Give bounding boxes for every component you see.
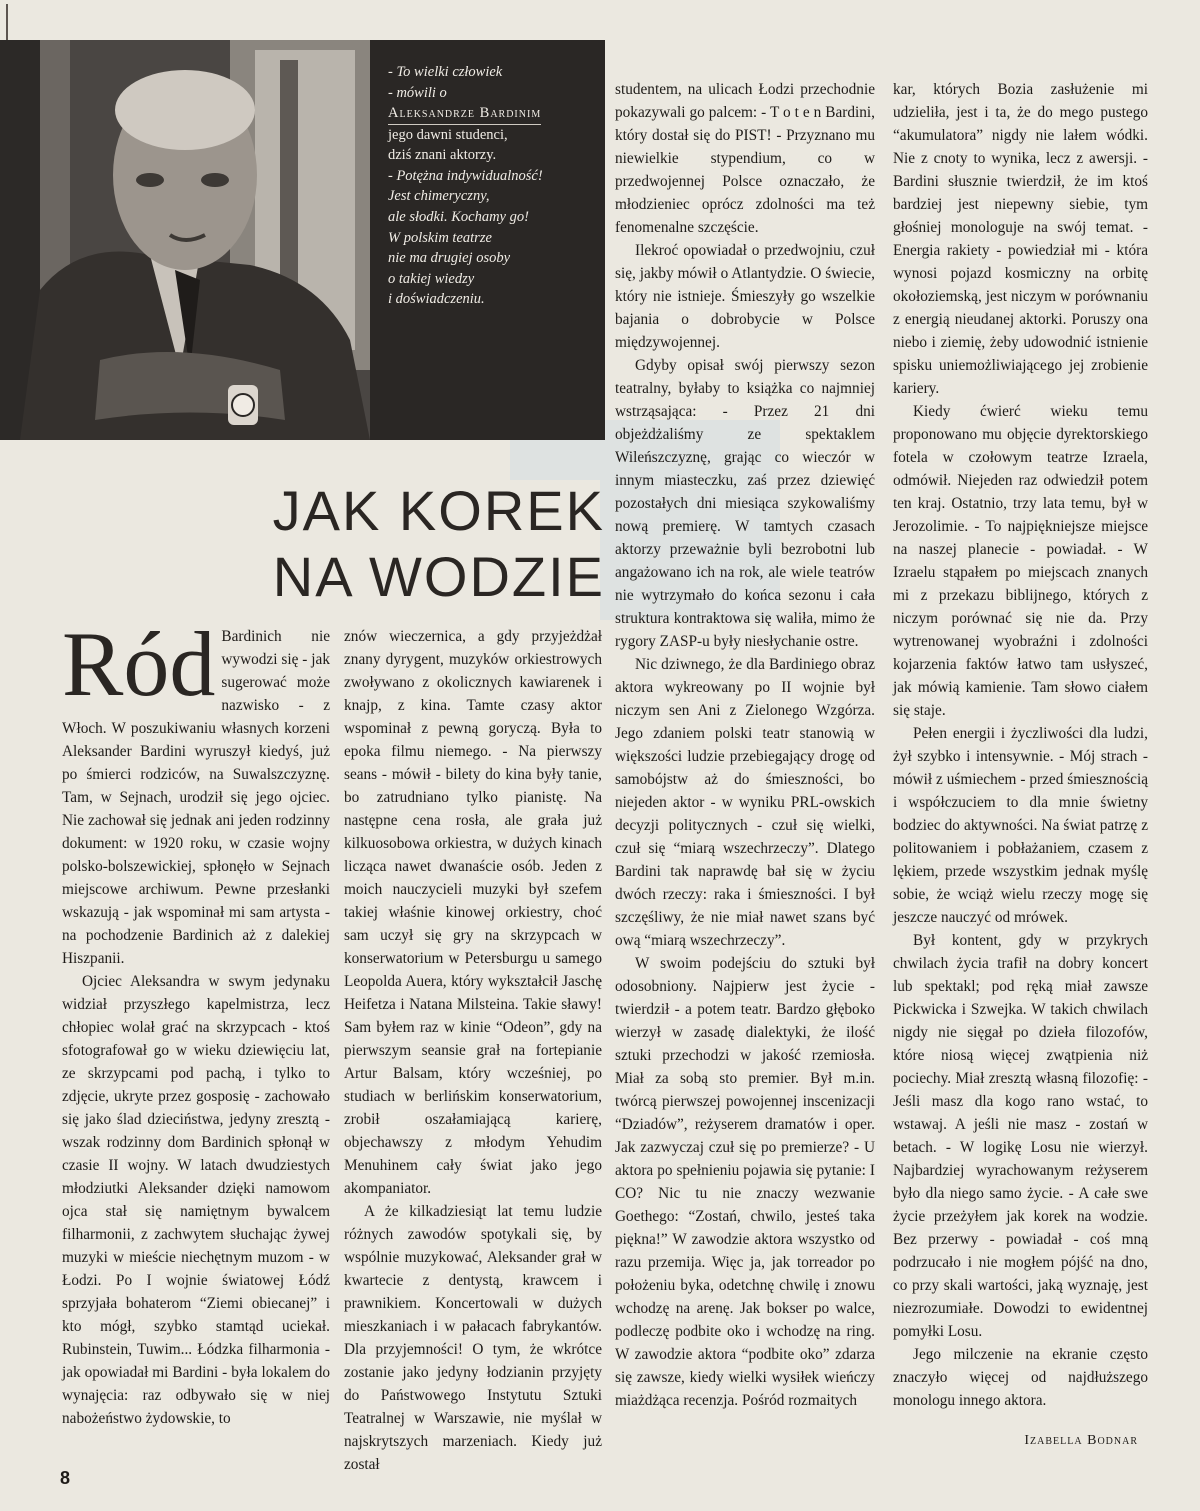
paragraph: Kiedy ćwierć wieku temu proponowano mu objęcie dyrektorskiego fotela w czołowym teatrze Izraela, odmówił. Niejeden raz odwiedził potem ten kraj. Ostatnio, trzy lata temu, był w Jerozolimie. - To najpiękniejsze miejsce na naszej planecie - powiadał. - W Izraelu stąpałem po miejscach znanych mi z przekazu biblijnego, których z niczym porównać się nie da. Przy wytrenowanej wyobraźni i zdolności kojarzenia faktów łatwo tam usłyszeć, jak mówią kamienie. Tam słowo ciałem się staje. (893, 403, 1148, 719)
quote-line: o takiej wiedzy (388, 270, 475, 287)
article-column-1 (62, 613, 330, 1430)
paragraph: Ojciec Aleksandra w swym jedynaku widział przyszłego kapelmistrza, lecz chłopiec wolał grać na skrzypcach - ktoś sfotografował go w wieku dziewięciu lat, ze skrzypcami pod pachą, i tylko to zdjęcie, ukryte przez gosposię - zachowało się jako ślad dzieciństwa, jedyny zresztą - wszak rodzinny dom Bardinich spłonął w czasie II wojny. W latach dwudziestych młodziutki Aleksander dzięki namowom ojca stał się namiętnym bywalcem filharmonii, z zachwytem słuchając żywej muzyki w mieście niechętnym muzom - w Łodzi. Po I wojnie światowej Łódź sprzyjała bohaterom “Ziemi obiecanej” i kto mógł, szybko stamtąd uciekał. Rubinstein, Tuwim... Łódzka filharmonia - jak opowiadał mi Bardini - była lokalem do wynajęcia: raz odbywało się w niej nabożeństwo żydowskie, to (62, 973, 330, 1427)
quote-line: - mówili o (388, 84, 447, 101)
quote-line: - To wielki człowiek (388, 64, 503, 80)
portrait-photo (0, 40, 370, 440)
quote-line: - Potężna indywidualność! (388, 167, 543, 184)
paragraph: kar, których Bozia zasłużenie mi udzieliła, jest i ta, że do mego pustego “akumulatora” nigdy nie lałem wódki. Nie z cnoty to wynika, lecz z awersji. - Bardini słusznie twierdził, że im ktoś bardziej jest niepewny siebie, tym głośniej monologuje na swój temat. - Energia rakiety - powiedział mi - która wynosi pojazd kosmiczny na orbitę okołoziemską, jest niczym w porównaniu z energią nieudanej aktorki. Poruszy ona niebo i ziemię, żeby udowodnić istnienie spisku uniemożliwiającego jej zrobienie kariery. (893, 81, 1148, 397)
paragraph: Ilekroć opowiadał o przedwojniu, czuł się, jakby mówił o Atlantydzie. O świecie, który nie istnieje. Śmieszyły go wszelkie bajania o dobrobycie w Polsce międzywojennej. (615, 242, 875, 351)
quote-line: ale słodki. Kochamy go! (388, 209, 529, 226)
paragraph: W swoim podejściu do sztuki był odosobniony. Najpierw jest życie - twierdził - a potem teatr. Bardzo głęboko wierzył w zasadę dialektyki, że ilość sztuki przechodzi w jakość rzemiosła. Miał za sobą sto premier. Był m.in. twórcą pierwszej powojennej inscenizacji “Dziadów”, reżyserem dramatów i oper. Jak zazwyczaj czuł się po premierze? - U aktora po spełnieniu pojawia się pytanie: I CO? Nic tu nie znaczy wezwanie Goethego: “Zostań, chwilo, jesteś taka piękna!” W zawodzie aktora wszystko od razu przemija. Więc ja, jak torreador po położeniu byka, odetchnę chwilę i znowu wchodzę na arenę. Jak bokser po walce, podleczę podbite oko i wchodzę na ring. W zawodzie aktora “podbite oko” zdarza się zawsze, kiedy wielki wysiłek wieńczy miażdżąca recenzja. Pośród rozmaitych (615, 955, 875, 1409)
portrait-illustration (0, 40, 370, 440)
paragraph: studentem, na ulicach Łodzi przechodnie pokazywali go palcem: - T o t e n Bardini, który dostał się do PIST! - Przyznano mu niewielkie stypendium, co w przedwojennej Polsce oznaczało, że młodzieniec oprócz zdolności ma też fenomenalne szczęście. (615, 81, 875, 236)
paragraph: A że kilkadziesiąt lat temu ludzie różnych zawodów spotykali się, by wspólnie muzykować, Aleksander grał w kwartecie z dentystą, krawcem i prawnikiem. Koncertowali w dużych mieszkaniach i w pałacach fabrykantów. Dla przyjemności! O tym, że wkrótce zostanie jako jedyny łodzianin przyjęty do Państwowego Instytutu Sztuki Teatralnej w Warszawie, nie myślał w najskrytszych marzeniach. Kiedy już został (344, 1203, 602, 1473)
paragraph: Był kontent, gdy w przykrych chwilach życia trafił na dobry koncert lub spektakl; pod ręką miał zawsze Pickwicka i Szwejka. W takich chwilach nigdy nie sięgał po dzieła filozofów, które niosą więcej zwątpienia niż pociechy. Miał zresztą własną filozofię: - Jeśli masz dla kogo rano wstać, to wstawaj. A jeśli nie masz - zostań w betach. - W logikę Losu nie wierzył. Najbardziej wyrachowanym reżyserem było dla niego samo życie. - A całe swe życie przeżyłem jak korek na wodzie. Bez przerwy - powiadał - coś mną podrzucało i nie mogłem pójść na dno, co przy skali wartości, jaką wyznaję, jest niezrozumiałe. Dowodzi to ewidentnej pomyłki Losu. (893, 932, 1148, 1340)
quote-line: nie ma drugiej osoby (388, 250, 511, 267)
paragraph: Nic dziwnego, że dla Bardiniego obraz aktora wykreowany po II wojnie był niczym sen Ani z Zielonego Wzgórza. Jego zdaniem polski teatr stanowią w większości ludzie przebiegający drogę od samobójstw aż do śmieszności, bo niejeden aktor - w wyniku PRL-owskich decyzji politycznych - czuł się wielki, czuł się “miarą wszechrzeczy”. Dlatego Bardini tak naprawdę bał się w życiu dwóch rzeczy: raka i śmieszności. I był szczęśliwy, że nie miał nawet szans być ową “miarą wszechrzeczy”. (615, 656, 875, 949)
paragraph: Bardinich nie wywodzi się - jak sugerować może nazwisko - z Włoch. W poszukiwaniu własnych korzeni Aleksander Bardini wyruszył kiedyś, już po śmierci rodziców, na Suwalszczyznę. Tam, w Sejnach, urodził się jego ojciec. Nie zachował się jednak ani jeden rodzinny dokument: w 1920 roku, w czasie wojny polsko-bolszewickiej, spłonęło w Sejnach miejscowe archiwum. Pewne przesłanki wskazują - jak wspominał mi sam artysta - na pochodzenie Bardinich aż z dalekiej Hiszpanii. (62, 628, 330, 967)
article-column-3 (615, 78, 875, 1412)
quote-line: dziś znani aktorzy. (388, 147, 497, 164)
page-number: 8 (60, 1468, 71, 1488)
paragraph: Jego milczenie na ekranie często znaczyło więcej od najdłuższego monologu innego aktora. (893, 1346, 1148, 1409)
drop-cap: Ród (62, 613, 216, 715)
title-line-1: JAK KOREK (272, 479, 605, 542)
quote-line: jego dawni studenci, (388, 126, 508, 143)
quote-line: W polskim teatrze (388, 229, 492, 246)
quote-line: i doświadczeniu. (388, 291, 485, 308)
article-title (260, 478, 605, 610)
sidebar-quote (370, 40, 605, 440)
paragraph: znów wieczernica, a gdy przyjeżdżał znany dyrygent, muzyków orkiestrowych zwoływano z okolicznych kawiarenek i knajp, z kina. Tamte czasy aktor wspominał z pewną goryczą. Była to epoka filmu niemego. - Na pierwszy seans - mówił - bilety do kina były tanie, bo zatrudniano tylko pianistę. Na następne cena rosła, ale grała już kilkuosobowa orkiestra, w dużych kinach licząca nawet dwanaście osób. Jeden z moich nauczycieli muzyki był szefem takiej właśnie kinowej orkiestry, choć sam uczył się gry na skrzypcach w konserwatorium w Petersburgu u samego Leopolda Auera, który wykształcił Jaschę Heifetza i Natana Milsteina. Takie sławy! Sam byłem raz w kinie “Odeon”, gdy na pierwszym seansie grał na fortepianie Artur Balsam, który wcześniej, po studiach w berlińskim konserwatorium, zrobił oszałamiającą karierę, objechawszy z młodym Yehudim Menuhinem cały świat jako jego akompaniator. (344, 628, 602, 1197)
article-column-2 (344, 625, 602, 1476)
paragraph: Gdyby opisał swój pierwszy sezon teatralny, byłaby to książka co najmniej wstrząsająca: - Przez 21 dni objeżdżaliśmy ze spektaklem Wileńszczyznę, grając co wieczór w innym miasteczku, zaś przez dziewięć pozostałych dni miesiąca szykowaliśmy nową premierę. W tamtych czasach aktorzy przeważnie byli bezrobotni lub angażowano ich na rok, ale wiele teatrów nie wytrzymało do końca sezonu i cała struktura kontraktowa się waliła, mimo że rygory ZASP-u były niesłychanie ostre. (615, 357, 875, 650)
title-line-2: NA WODZIE (272, 545, 605, 608)
background-bleed-block (510, 440, 600, 480)
quote-line: Jest chimeryczny, (388, 188, 490, 205)
article-column-4 (893, 78, 1148, 1412)
paragraph: Pełen energii i życzliwości dla ludzi, żył szybko i intensywnie. - Mój strach - mówił z uśmiechem - przed śmiesznością i współczuciem to dla mnie świetny bodziec do aktywności. Na świat patrzę z politowaniem i pobłażaniem, czasem z lękiem, przede wszystkim jednak myślę sobie, że wciąż wielu rzeczy mogę się jeszcze nauczyć od mrówek. (893, 725, 1148, 926)
quote-name: Aleksandrze Bardinim (388, 103, 541, 125)
author-byline: Izabella Bodnar (1024, 1433, 1138, 1448)
